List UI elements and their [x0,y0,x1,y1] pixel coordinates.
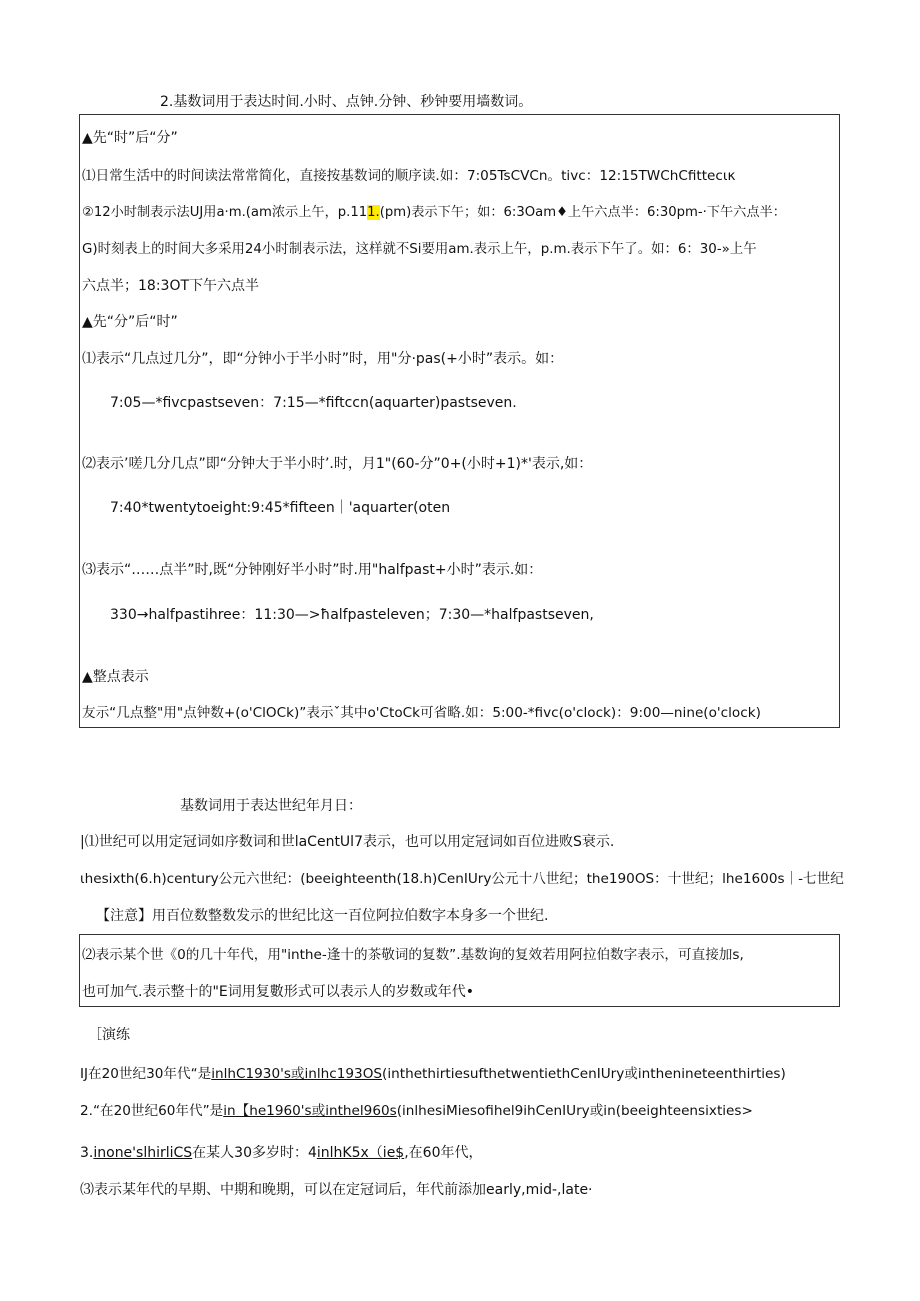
rule-past: ⑴表示“几点过几分”，即“分钟小于半小时”时，用"分·pas(+小时”表示。如： [82,351,564,367]
century-examples: ιhesixth(6.h)century公元六世纪：(beeighteenth(18.h)CenIUry公元十八世纪；the190OS：十世纪；lhe1600s｜-七世纪 [80,871,844,887]
decade-rule-line1: ⑵表示某个世《0的几十年代，用"inthe-逢十的茶敬词的复数”.基数询的复效若用阿拉伯数字表示，可直接加s, [82,947,744,963]
century-rule: |⑴世纪可以用定冠词如序数词和世laCentUl7表示，也可以用定冠词如百位进败S衰示. [80,834,615,850]
rule-oclock: 友示“几点整"用"点钟数+(o'ClOCk)”表示ˇ其中o'CtoCk可省略.如：5:00-*fivc(o'clock)：9:00—nine(o'clock) [82,705,761,721]
triangle-oclock: ▲整点表示 [82,669,149,685]
decade-rule-line2: 也可加气.表示整十的"E词用复數形式可以表示人的岁数或年代• [82,984,474,1000]
triangle-hour-first: ▲先“时”后“分” [82,130,178,146]
drill-example-1: IJ在20世纪30年代“是inlhC1930's或inlhc193OS(inthethirtiesufthetwentiethCenIUry或inthenineteenthirties) [80,1066,786,1082]
rule-24-hour-line1: G)时刻表上的时间大多采用24小时制表示法，这样就不Si要用am.表示上午，p.m.表示下午了。如：6：30-»上午 [82,242,757,257]
rule-half-past-example: 330→halfpastihree：11:30—>ħalfpasteleven；7:30—*halfpastseven, [110,607,594,623]
section1-heading: 2.基数词用于表达时间.小时、点钟.分钟、秒钟要用墙数词。 [160,94,533,110]
drill-example-3: 3.inone'slhirliCS在某人30多岁时：4inlhK5x（ie$,在60年代， [80,1145,483,1161]
triangle-minute-first: ▲先“分”后“时” [82,314,178,330]
rule-24-hour-line2: 六点半；18:3OT下午六点半 [82,278,260,294]
rule-half-past: ⑶表示“……点半”时,既“分钟刚好半小时”时.用"halfpast+小时”表示.如： [82,562,543,578]
rule-to: ⑵表示’嗟几分几点”即“分钟大于半小时’.时，月1"(60-分”0+(小时+1)*'表示,如： [82,456,593,472]
drill-example-2: 2.“在20世纪60年代”是in【he1960's或inthel960s(inlhesiMiesofihel9ihCenIUry或in(beeighteensixties> [80,1103,753,1119]
rule-simplified-reading: ⑴日常生活中的时间读法常常简化，直接按基数词的顺序读.如：7:05TsCVCn。tivc：12:15TWChCfittecικ [82,168,736,184]
highlight-mark: 1. [367,205,380,220]
decade-period-rule: ⑶表示某年代的早期、中期和晚期，可以在定冠词后，年代前添加early,mid-,late· [80,1182,593,1198]
drill-heading: ［演练 [88,1027,130,1043]
century-note: 【注意】用百位数整数发示的世纪比这一百位阿拉伯数字本身多一个世纪. [96,908,549,924]
rule-12-hour: ②12小时制表示法UJ用a·m.(am浓示上午，p.111.(pm)表示下午；如：6:3Oam♦上午六点半：6:30pm-·下午六点半： [82,205,786,220]
rule-past-example: 7:05—*fivcpastseven：7:15—*fiftccn(aquarter)pastseven. [110,395,517,411]
section2-heading: 基数词用于表达世纪年月日： [180,798,362,814]
rule-to-example: 7:40*twentytoeight:9:45*fifteen｜'aquarter(oten [110,500,451,516]
